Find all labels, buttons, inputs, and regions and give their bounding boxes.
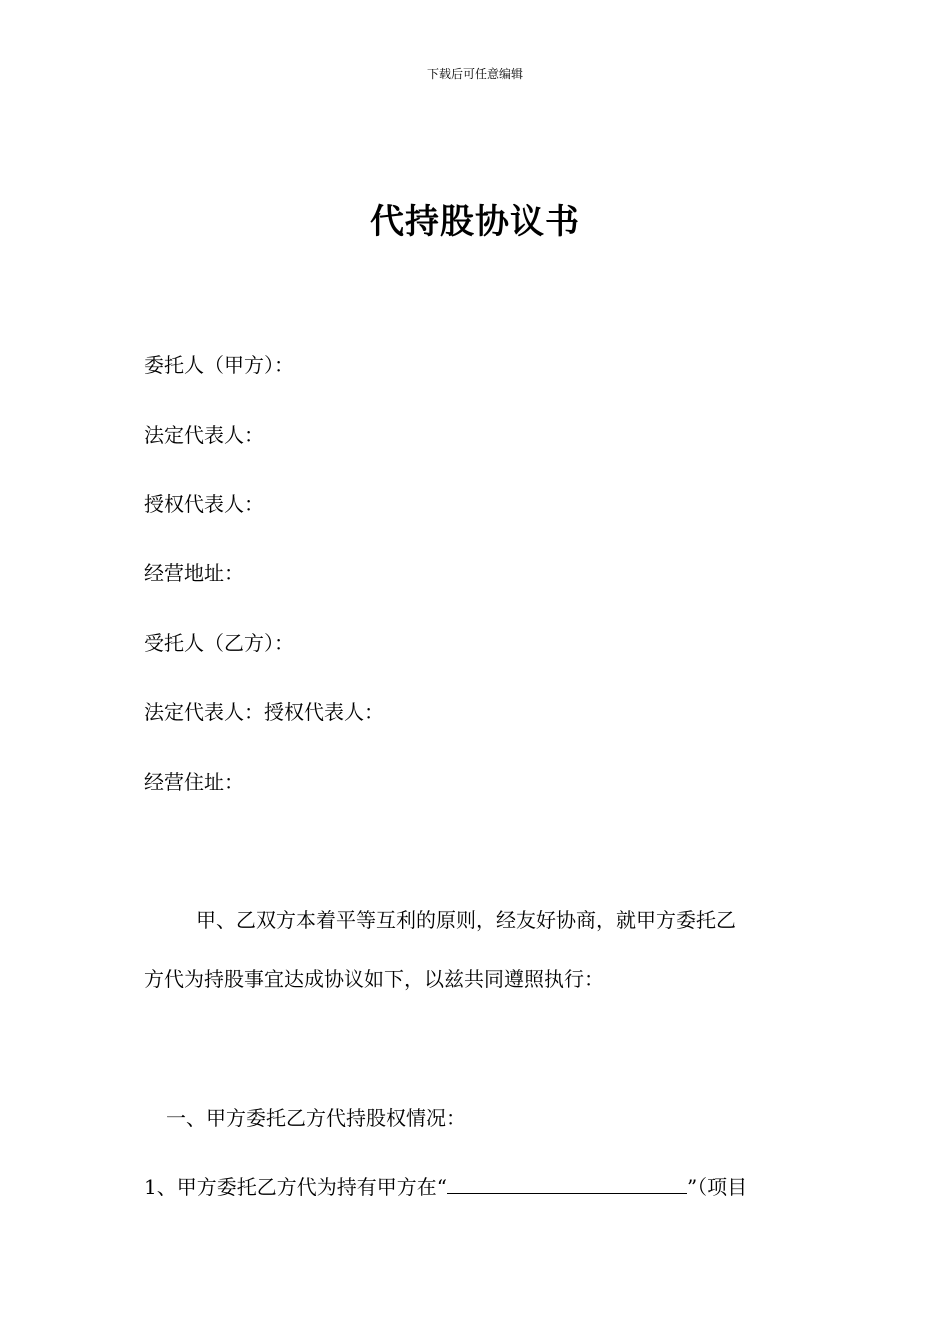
page-header-note: 下载后可任意编辑	[426, 67, 523, 81]
clause-1	[144, 1173, 747, 1201]
clause-1-end: ”（项目	[686, 1175, 748, 1199]
preamble-line-1: 甲、乙双方本着平等互利的原则，经友好协商，就甲方委托乙	[196, 908, 736, 932]
document-title: 代持股协议书	[370, 202, 580, 242]
field-business-address-b: 经营住址：	[144, 770, 244, 794]
field-representatives-b: 法定代表人：授权代表人：	[144, 700, 384, 724]
field-legal-representative-a: 法定代表人：	[144, 423, 264, 447]
field-principal: 委托人（甲方）：	[144, 353, 294, 377]
preamble-line-2: 方代为持股事宜达成协议如下，以兹共同遵照执行：	[144, 967, 604, 991]
section-1-heading: 一、甲方委托乙方代持股权情况：	[166, 1106, 466, 1130]
field-authorized-representative-a: 授权代表人：	[144, 492, 264, 516]
blank-underline-field	[447, 1173, 687, 1194]
clause-1-start: 1、甲方委托乙方代为持有甲方在“	[144, 1175, 447, 1199]
field-trustee: 受托人（乙方）：	[144, 631, 294, 655]
field-business-address-a: 经营地址：	[144, 561, 244, 585]
